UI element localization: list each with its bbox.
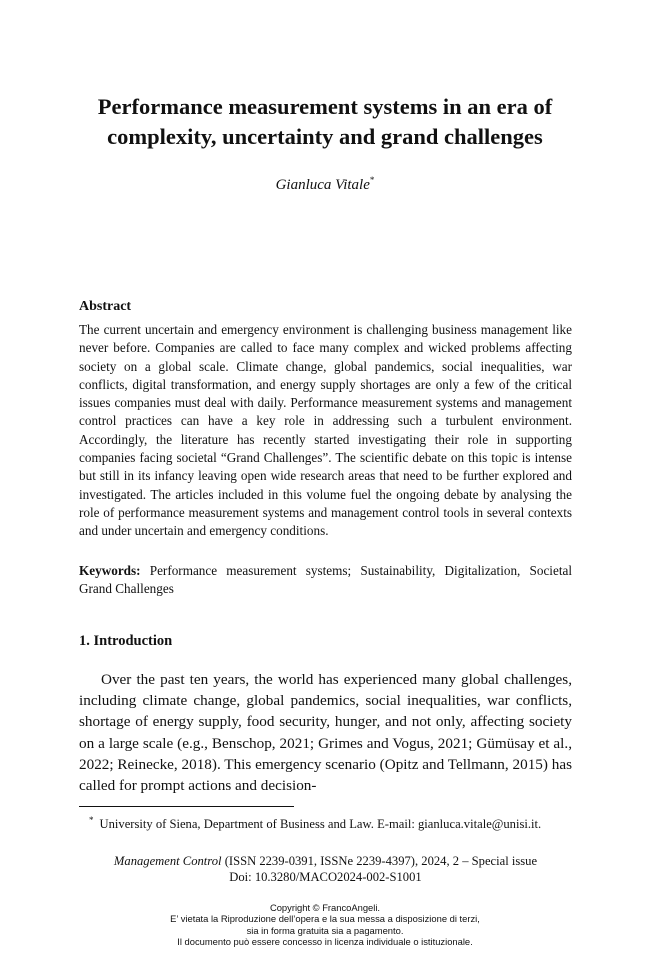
copyright-notice (60, 902, 590, 948)
keywords (79, 562, 572, 599)
journal-doi: Doi: 10.3280/MACO2024-002-S1001 (229, 870, 422, 884)
footnote-mark: * (89, 814, 94, 825)
author-footnote (79, 816, 572, 833)
author-footnote-mark: * (369, 175, 375, 185)
keywords-label: Keywords: (79, 563, 141, 578)
journal-issn: (ISSN 2239-0391, ISSNe 2239-4397), 2024, 2 – Special issue (224, 854, 538, 868)
abstract-text: The current uncertain and emergency environment is challenging business management like never before. Companies are called to face many complex and wicked problems affecting society on a global scale. Climate change, global pandemics, social inequalities, war conflicts, digital transformation, and energy supply shortages are only a few of the critical issues companies must deal with daily. Performance measurement systems and management control practices can have a key role in addressing such a turbulent environment. Accordingly, the literature has recently started investigating their role in supporting companies facing societal “Grand Challenges”. The scientific debate on this topic is intense but still in its infancy leaving open wide research areas that need to be further explored and investigated. The articles included in this volume fuel the ongoing debate by analysing the role of performance measurement systems and management control tools in several contexts and under uncertain and emergency conditions. (79, 322, 572, 539)
copyright-line-4: Il documento può essere concesso in licenza individuale o istituzionale. (177, 936, 473, 948)
journal-info (79, 853, 572, 869)
author-line (0, 175, 650, 195)
journal-name: Management Control (113, 854, 222, 868)
footnote-divider (79, 806, 294, 807)
copyright-line-2: E’ vietata la Riproduzione dell’opera e la sua messa a disposizione di terzi, (170, 913, 480, 925)
keywords-text: Performance measurement systems; Sustainability, Digitalization, Societal Grand Challenges (79, 563, 573, 597)
footnote-text: University of Siena, Department of Business and Law. E-mail: gianluca.vitale@unisi.it. (99, 817, 542, 831)
copyright-line-3: sia in forma gratuita sia a pagamento. (246, 924, 404, 936)
author-name: Gianluca Vitale (275, 177, 370, 193)
copyright-line-1: Copyright © FrancoAngeli. (269, 902, 381, 913)
introduction-heading: 1. Introduction (79, 633, 173, 649)
paper-title: Performance measurement systems in an era of complexity, uncertainty and grand challenges (97, 94, 553, 149)
introduction-text: Over the past ten years, the world has experienced many global challenges, including climate change, global pandemics, social inequalities, war conflicts, shortage of energy supply, food security, hunger, and not only, affecting society on a large scale (e.g., Benschop, 2021; Grimes and Vogus, 2021; Gümüsay et al., 2022; Reinecke, 2018). This emergency scenario (Opitz and Tellmann, 2015) has called for prompt actions and decision- (79, 671, 572, 795)
abstract-heading: Abstract (79, 299, 132, 314)
